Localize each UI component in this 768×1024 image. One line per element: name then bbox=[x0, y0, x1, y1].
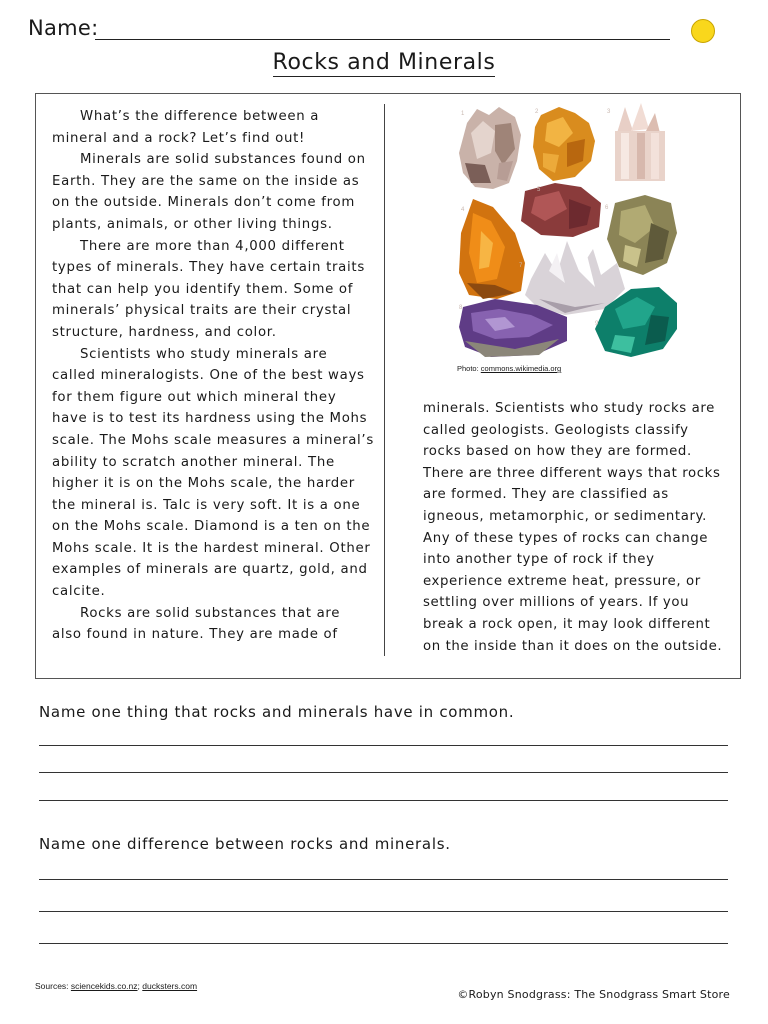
mineral-specimen-4 bbox=[459, 199, 525, 299]
answer-line-2b[interactable] bbox=[39, 911, 728, 912]
mineral-specimen-2 bbox=[533, 107, 595, 181]
specimen-number: 1 bbox=[461, 111, 465, 117]
question-2: Name one difference between rocks and minerals. bbox=[39, 835, 451, 853]
photo-credit-link[interactable]: commons.wikimedia.org bbox=[480, 364, 562, 373]
name-label: Name: bbox=[28, 16, 99, 40]
sources bbox=[35, 981, 197, 991]
passage-left-column bbox=[52, 106, 374, 646]
name-write-line[interactable] bbox=[95, 39, 670, 40]
specimen-number: 4 bbox=[461, 207, 465, 213]
mineral-specimen-5 bbox=[521, 183, 601, 237]
minerals-photo bbox=[455, 103, 685, 361]
specimen-number: 6 bbox=[605, 205, 609, 211]
answer-line-1b[interactable] bbox=[39, 772, 728, 773]
copyright: ©Robyn Snodgrass: The Snodgrass Smart Store bbox=[457, 988, 730, 1001]
passage-paragraph: Minerals are solid substances found on Earth. They are the same on the inside as on the outside. Minerals don’t come from plants, animals, or other living things. bbox=[52, 152, 366, 232]
specimen-number: 9 bbox=[595, 321, 599, 327]
answer-line-2a[interactable] bbox=[39, 879, 728, 880]
page-title bbox=[0, 50, 768, 75]
passage-paragraph: What’s the difference between a mineral and a rock? Let’s find out! bbox=[52, 109, 320, 146]
question-1: Name one thing that rocks and minerals have in common. bbox=[39, 703, 515, 721]
passage-paragraph: Rocks are solid substances that are also found in nature. They are made of bbox=[52, 605, 341, 643]
answer-line-2c[interactable] bbox=[39, 943, 728, 944]
mineral-specimen-1 bbox=[459, 107, 521, 189]
passage-paragraph: minerals. Scientists who study rocks are called geologists. Geologists classify rocks based on how they are formed. There are three different ways that rocks are formed. They are classified as igneous, metamorphic, or sedimentary. Any of these types of rocks can change into another type of rock if they experience extreme heat, pressure, or settling over millions of years. If you break a rock open, it may look different on the inside than it does on the outside. bbox=[423, 401, 723, 654]
sun-icon bbox=[691, 19, 715, 43]
sources-separator: ; bbox=[137, 981, 143, 991]
specimen-number: 3 bbox=[607, 109, 611, 115]
answer-line-1c[interactable] bbox=[39, 800, 728, 801]
source-link-ducksters[interactable]: ducksters.com bbox=[142, 981, 198, 991]
specimen-number: 7 bbox=[519, 263, 523, 269]
photo-credit-prefix: Photo: bbox=[457, 364, 481, 373]
passage-paragraph: Scientists who study minerals are called mineralogists. One of the best ways for them figure out which mineral they have is to test its hardness using the Mohs scale. The Mohs scale measures a mineral’s ability to scratch another mineral. The higher it is on the Mohs scale, the harder the mineral is. Talc is very soft. It is a one on the Mohs scale. Diamond is a ten on the Mohs scale. It is the hardest mineral. Other examples of minerals are quartz, gold, and calcite. bbox=[52, 346, 374, 600]
mineral-specimen-3 bbox=[615, 103, 665, 181]
mineral-specimen-6 bbox=[607, 195, 677, 275]
answer-line-1a[interactable] bbox=[39, 745, 728, 746]
column-divider bbox=[384, 104, 385, 656]
photo-credit bbox=[457, 364, 561, 373]
passage-right-column bbox=[423, 398, 728, 657]
page-title-text: Rocks and Minerals bbox=[272, 50, 496, 75]
specimen-number: 8 bbox=[459, 305, 463, 311]
passage-paragraph: There are more than 4,000 different types of minerals. They have certain traits that can help you identify them. Some of minerals’ physical traits are their crystal structure, hardness, and color. bbox=[52, 238, 365, 340]
source-link-sciencekids[interactable]: sciencekids.co.nz bbox=[70, 981, 138, 991]
specimen-number: 2 bbox=[535, 109, 539, 115]
specimen-number: 5 bbox=[537, 187, 541, 193]
sources-prefix: Sources: bbox=[35, 981, 71, 991]
